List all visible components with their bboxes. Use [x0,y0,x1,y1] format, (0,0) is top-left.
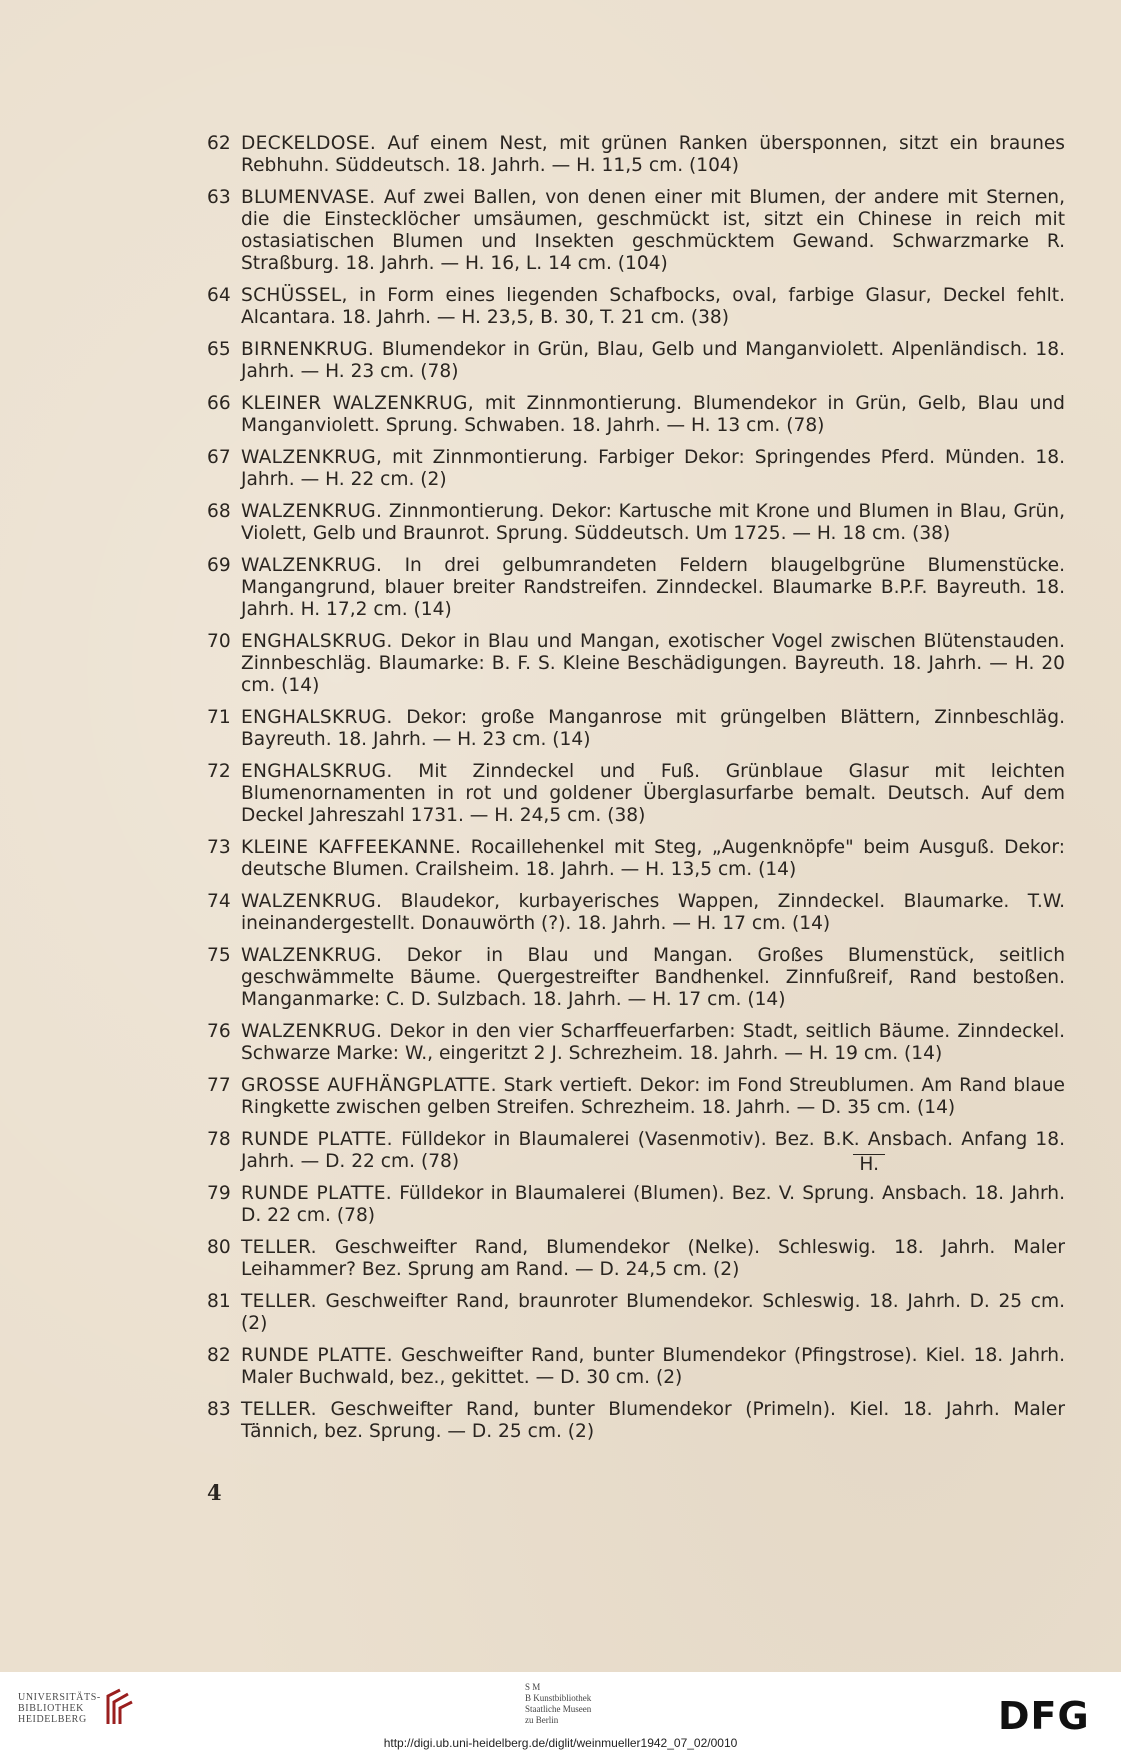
university-library-logo[interactable] [18,1692,101,1725]
entry-number: 63 [207,187,231,208]
entry-number: 76 [207,1021,231,1042]
catalog-entry [207,1021,1065,1065]
entry-text: mit Zinnmontierung. Farbiger Dekor: Springendes Pferd. Münden. 18. Jahrh. — H. 22 cm. (2) [241,447,1065,490]
entry-text: Rocaillehenkel mit Steg, „Augenknöpfe" beim Ausguß. Dekor: deutsche Blumen. Crailsheim. 18. Jahrh. — H. 13,5 cm. (14) [241,837,1065,880]
catalog-entry [207,447,1065,491]
entry-text: Dekor: große Manganrose mit grüngelben Blättern, Zinnbeschläg. Bayreuth. 18. Jahrh. — H. 23 cm. (14) [241,707,1065,750]
entry-text: Stark vertieft. Dekor: im Fond Streublumen. Am Rand blaue Ringkette zwischen gelben Streifen. Schrezheim. 18. Jahrh. — D. 35 cm. (14) [241,1075,1065,1118]
entry-number: 80 [207,1237,231,1258]
entry-text: Dekor in Blau und Mangan, exotischer Vogel zwischen Blütenstauden. Zinnbeschläg. Blaumarke: B. F. S. Kleine Beschädigungen. Bayreuth. 18. Jahrh. — H. 20 cm. (14) [241,631,1065,696]
entry-title: WALZENKRUG, [241,447,383,468]
entry-number: 68 [207,501,231,522]
entry-number: 70 [207,631,231,652]
entry-number: 81 [207,1291,231,1312]
catalog-entry [207,1399,1065,1443]
dfg-logo[interactable]: DFG [998,1694,1090,1738]
entry-title: RUNDE PLATTE. [241,1129,393,1150]
entry-number: 62 [207,133,231,154]
catalog-entry [207,707,1065,751]
entry-number: 67 [207,447,231,468]
entry-title: TELLER. [241,1291,317,1312]
entry-number: 66 [207,393,231,414]
entry-number: 78 [207,1129,231,1150]
entry-text: in Form eines liegenden Schafbocks, oval, farbige Glasur, Deckel fehlt. Alcantara. 18. Jahrh. — H. 23,5, B. 30, T. 21 cm. (38) [241,285,1065,328]
entry-title: WALZENKRUG. [241,945,383,966]
catalog-entry [207,631,1065,697]
entry-title: BLUMENVASE. [241,187,376,208]
uni-logo-line: HEIDELBERG [18,1714,87,1725]
entry-title: WALZENKRUG. [241,555,383,576]
entry-text: Dekor in den vier Scharffeuerfarben: Stadt, seitlich Bäume. Zinndeckel. Schwarze Marke: W., eingeritzt 2 J. Schrezheim. 18. Jahrh. — H. 19 cm. (14) [241,1021,1065,1064]
entry-title: KLEINER WALZENKRUG, [241,393,474,414]
catalog-entry [207,1183,1065,1227]
entry-title: ENGHALSKRUG. [241,707,393,728]
kb-logo-line: B Kunstbibliothek [525,1693,592,1703]
catalog-entry [207,393,1065,437]
catalog-entry [207,945,1065,1011]
entry-number: 75 [207,945,231,966]
entry-number: 64 [207,285,231,306]
catalog-entry [207,761,1065,827]
kb-logo-line: zu Berlin [525,1715,559,1725]
entry-text: Blaudekor, kurbayerisches Wappen, Zinndeckel. Blaumarke. T.W. ineinandergestellt. Donauwörth (?). 18. Jahrh. — H. 17 cm. (14) [241,891,1065,934]
entry-title: RUNDE PLATTE. [241,1183,392,1204]
catalog-entry [207,837,1065,881]
uni-logo-line: BIBLIOTHEK [18,1703,84,1714]
entry-text: Geschweifter Rand, Blumendekor (Nelke). Schleswig. 18. Jahrh. Maler Leihammer? Bez. Sprung am Rand. — D. 24,5 cm. (2) [241,1237,1065,1280]
catalog-entry [207,1075,1065,1119]
entry-title: RUNDE PLATTE. [241,1345,393,1366]
entry-text: Zinnmontierung. Dekor: Kartusche mit Krone und Blumen in Blau, Grün, Violett, Gelb und Braunrot. Sprung. Süddeutsch. Um 1725. — H. 18 cm. (38) [241,501,1065,544]
entry-number: 71 [207,707,231,728]
source-url-link[interactable]: http://digi.ub.uni-heidelberg.de/diglit/weinmueller1942_07_02/0010 [383,1736,738,1750]
entry-text: Auf zwei Ballen, von denen einer mit Blumen, der andere mit Sternen, die die Einstecklöcher umsäumen, geschmückt ist, sitzt ein Chinese in reich mit ostasiatischen Blumen und Insekten geschmücktem Gewand. Schwarzmarke R. Straßburg. 18. Jahrh. — H. 16, L. 14 cm. (104) [241,187,1065,274]
entry-number: 65 [207,339,231,360]
catalog-entry [207,187,1065,275]
entry-text: Dekor in Blau und Mangan. Großes Blumenstück, seitlich geschwämmelte Bäume. Quergestreifter Bandhenkel. Zinnfußreif, Rand bestoßen. Manganmarke: C. D. Sulzbach. 18. Jahrh. — H. 17 cm. (14) [241,945,1065,1010]
entry-title: WALZENKRUG. [241,891,383,912]
catalog-entry [207,891,1065,935]
uni-logo-line: UNIVERSITÄTS- [18,1692,101,1703]
uni-heidelberg-mark-icon [104,1688,134,1728]
entry-text: Mit Zinndeckel und Fuß. Grünblaue Glasur mit leichten Blumenornamenten in rot und goldener Überglasurfarbe bemalt. Deutsch. Auf dem Deckel Jahreszahl 1731. — H. 24,5 cm. (38) [241,761,1065,826]
entry-title: SCHÜSSEL, [241,285,348,306]
catalog-entry [207,1129,1065,1173]
entry-number: 83 [207,1399,231,1420]
catalog-entry [207,555,1065,621]
kb-logo-line: Staatliche Museen [525,1704,592,1714]
entry-text: Blumendekor in Grün, Blau, Gelb und Manganviolett. Alpenländisch. 18. Jahrh. — H. 23 cm. (78) [241,339,1065,382]
entry-title: TELLER. [241,1399,317,1420]
catalog-entry [207,1237,1065,1281]
entry-text: mit Zinnmontierung. Blumendekor in Grün, Gelb, Blau und Manganviolett. Sprung. Schwaben. 18. Jahrh. — H. 13 cm. (78) [241,393,1065,436]
entry-text: Fülldekor in Blaumalerei (Vasenmotiv). Bez. B.K. Ansbach. Anfang 18. Jahrh. — D. 22 cm. (78) [241,1129,1065,1172]
entry-title: GROSSE AUFHÄNGPLATTE. [241,1075,497,1096]
entry-text: Fülldekor in Blaumalerei (Blumen). Bez. V. Sprung. Ansbach. 18. Jahrh. D. 22 cm. (78) [241,1183,1065,1226]
entry-number: 77 [207,1075,231,1096]
entry-text: Geschweifter Rand, braunroter Blumendekor. Schleswig. 18. Jahrh. D. 25 cm. (2) [241,1291,1065,1334]
entry-title: WALZENKRUG. [241,501,383,522]
page-number: 4 [207,1480,222,1505]
catalog-entry [207,133,1065,177]
entry-number: 69 [207,555,231,576]
entry-title: KLEINE KAFFEEKANNE. [241,837,462,858]
catalog-entry [207,1291,1065,1335]
entry-number: 72 [207,761,231,782]
entry-title: ENGHALSKRUG. [241,761,393,782]
entry-title: DECKELDOSE. [241,133,377,154]
catalog-entry [207,501,1065,545]
kb-logo-line: S M [525,1682,541,1692]
entry-title: ENGHALSKRUG. [241,631,393,652]
catalog-entries [207,133,1065,1453]
entry-text: In drei gelbumrandeten Feldern blaugelbgrüne Blumenstücke. Mangangrund, blauer breiter Randstreifen. Zinndeckel. Blaumarke B.P.F. Bayreuth. 18. Jahrh. H. 17,2 cm. (14) [241,555,1065,620]
mark-annotation: H. [853,1154,885,1175]
entry-text: Geschweifter Rand, bunter Blumendekor (Primeln). Kiel. 18. Jahrh. Maler Tännich, bez. Sprung. — D. 25 cm. (2) [241,1399,1065,1442]
entry-title: TELLER. [241,1237,317,1258]
kunstbibliothek-logo[interactable] [525,1682,591,1726]
entry-number: 73 [207,837,231,858]
entry-text: Geschweifter Rand, bunter Blumendekor (Pfingstrose). Kiel. 18. Jahrh. Maler Buchwald, bez., gekittet. — D. 30 cm. (2) [241,1345,1065,1388]
entry-number: 79 [207,1183,231,1204]
catalog-entry [207,285,1065,329]
entry-number: 74 [207,891,231,912]
footer-bar [0,1672,1121,1754]
entry-title: BIRNENKRUG. [241,339,375,360]
entry-title: WALZENKRUG. [241,1021,383,1042]
catalog-entry [207,339,1065,383]
entry-number: 82 [207,1345,231,1366]
entry-text: Auf einem Nest, mit grünen Ranken übersponnen, sitzt ein braunes Rebhuhn. Süddeutsch. 18. Jahrh. — H. 11,5 cm. (104) [241,133,1065,176]
catalog-entry [207,1345,1065,1389]
